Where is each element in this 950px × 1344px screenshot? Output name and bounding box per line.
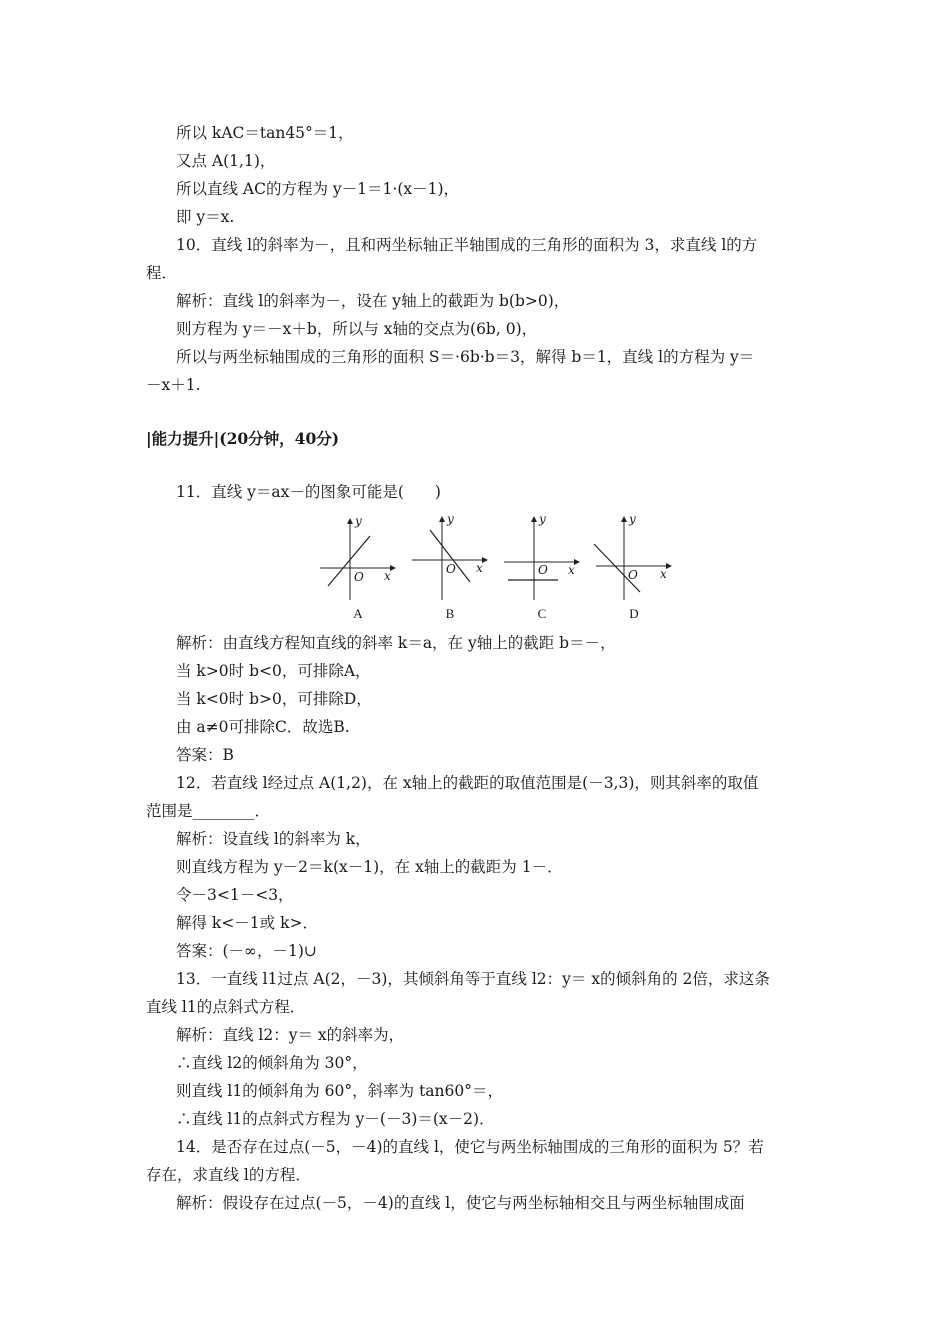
x-axis-label: x	[568, 563, 575, 577]
text-line: 则直线 l1的倾斜角为 60°，斜率为 tan60°＝，	[176, 1082, 503, 1100]
text-line: 又点 A(1,1)，	[176, 152, 276, 170]
text-line: 解得 k<－1或 k>．	[176, 914, 318, 932]
text-line: 当 k<0时 b>0，可排除D，	[176, 690, 372, 708]
question-14: 14．是否存在过点(－5，－4)的直线 l，使它与两坐标轴围成的三角形的面积为 5？若	[176, 1138, 764, 1156]
text-line: 所以 kAC＝tan45°＝1，	[176, 124, 354, 142]
text-line: 解析：设直线 l的斜率为 k，	[176, 830, 371, 848]
x-axis-label: x	[476, 561, 483, 575]
x-axis-label: x	[384, 569, 391, 583]
graph-label: D	[629, 606, 639, 621]
section-heading: |能力提升|(20分钟，40分)	[146, 429, 340, 448]
text-line: －x＋1.	[146, 376, 201, 394]
text-line: 直线 l1的点斜式方程．	[146, 998, 306, 1016]
text-line: 当 k>0时 b<0，可排除A，	[176, 662, 371, 680]
y-axis-label: y	[629, 512, 636, 526]
text-line: 即 y＝x.	[176, 208, 235, 226]
text-line: 令－3<1－<3，	[176, 886, 294, 904]
text-line: ∴直线 l1的点斜式方程为 y－(－3)＝(x－2)．	[176, 1110, 495, 1128]
text-line: 由 a≠0可排除C．故选B.	[176, 718, 350, 736]
origin-label: O	[628, 568, 638, 582]
graph-d	[592, 514, 676, 624]
origin-label: O	[446, 562, 456, 576]
question-11: 11．直线 y＝ax－的图象可能是( )	[176, 483, 441, 501]
graph-label: B	[445, 606, 455, 621]
graph-label: C	[537, 606, 547, 621]
y-axis-label: y	[539, 512, 546, 526]
text-line: 则方程为 y＝－x＋b，所以与 x轴的交点为(6b, 0)，	[176, 320, 538, 338]
text-line: 解析：由直线方程知直线的斜率 k＝a，在 y轴上的截距 b＝－，	[176, 634, 616, 652]
question-12: 12．若直线 l经过点 A(1,2)，在 x轴上的截距的取值范围是(－3,3)，则其斜率的取值	[176, 774, 759, 792]
question-13: 13．一直线 l1过点 A(2，－3)，其倾斜角等于直线 l2：y＝ x的倾斜角的 2倍，求这条	[176, 970, 770, 988]
text-line: 解析：假设存在过点(－5，－4)的直线 l，使它与两坐标轴相交且与两坐标轴围成面	[176, 1194, 745, 1212]
text-line: 则直线方程为 y－2＝k(x－1)，在 x轴上的截距为 1－．	[176, 858, 563, 876]
text-line: ∴直线 l2的倾斜角为 30°，	[176, 1054, 368, 1072]
text-line: 范围是________．	[146, 802, 271, 820]
origin-label: O	[538, 563, 548, 577]
x-axis-label: x	[660, 567, 667, 581]
answer-line: 答案：B	[176, 746, 234, 764]
graph-label: A	[353, 606, 363, 621]
text-line: 所以与两坐标轴围成的三角形的面积 S＝·6b·b＝3，解得 b＝1，直线 l的方程为 y＝	[176, 348, 755, 366]
text-line: 解析：直线 l2：y＝ x的斜率为，	[176, 1026, 405, 1044]
graph-c	[500, 514, 584, 624]
answer-graphs-figure	[316, 514, 676, 624]
text-line: 解析：直线 l的斜率为－，设在 y轴上的截距为 b(b>0)，	[176, 292, 570, 310]
graph-b	[408, 514, 492, 624]
text-line: 所以直线 AC的方程为 y－1＝1·(x－1)，	[176, 180, 460, 198]
y-axis-label: y	[447, 512, 454, 526]
text-line: 程．	[146, 264, 178, 282]
question-10: 10．直线 l的斜率为－，且和两坐标轴正半轴围成的三角形的面积为 3，求直线 l的方	[176, 236, 758, 254]
graph-a	[316, 514, 400, 624]
y-axis-label: y	[355, 514, 362, 528]
answer-line: 答案：(－∞，－1)∪	[176, 942, 317, 960]
origin-label: O	[354, 570, 364, 584]
text-line: 存在，求直线 l的方程．	[146, 1166, 311, 1184]
